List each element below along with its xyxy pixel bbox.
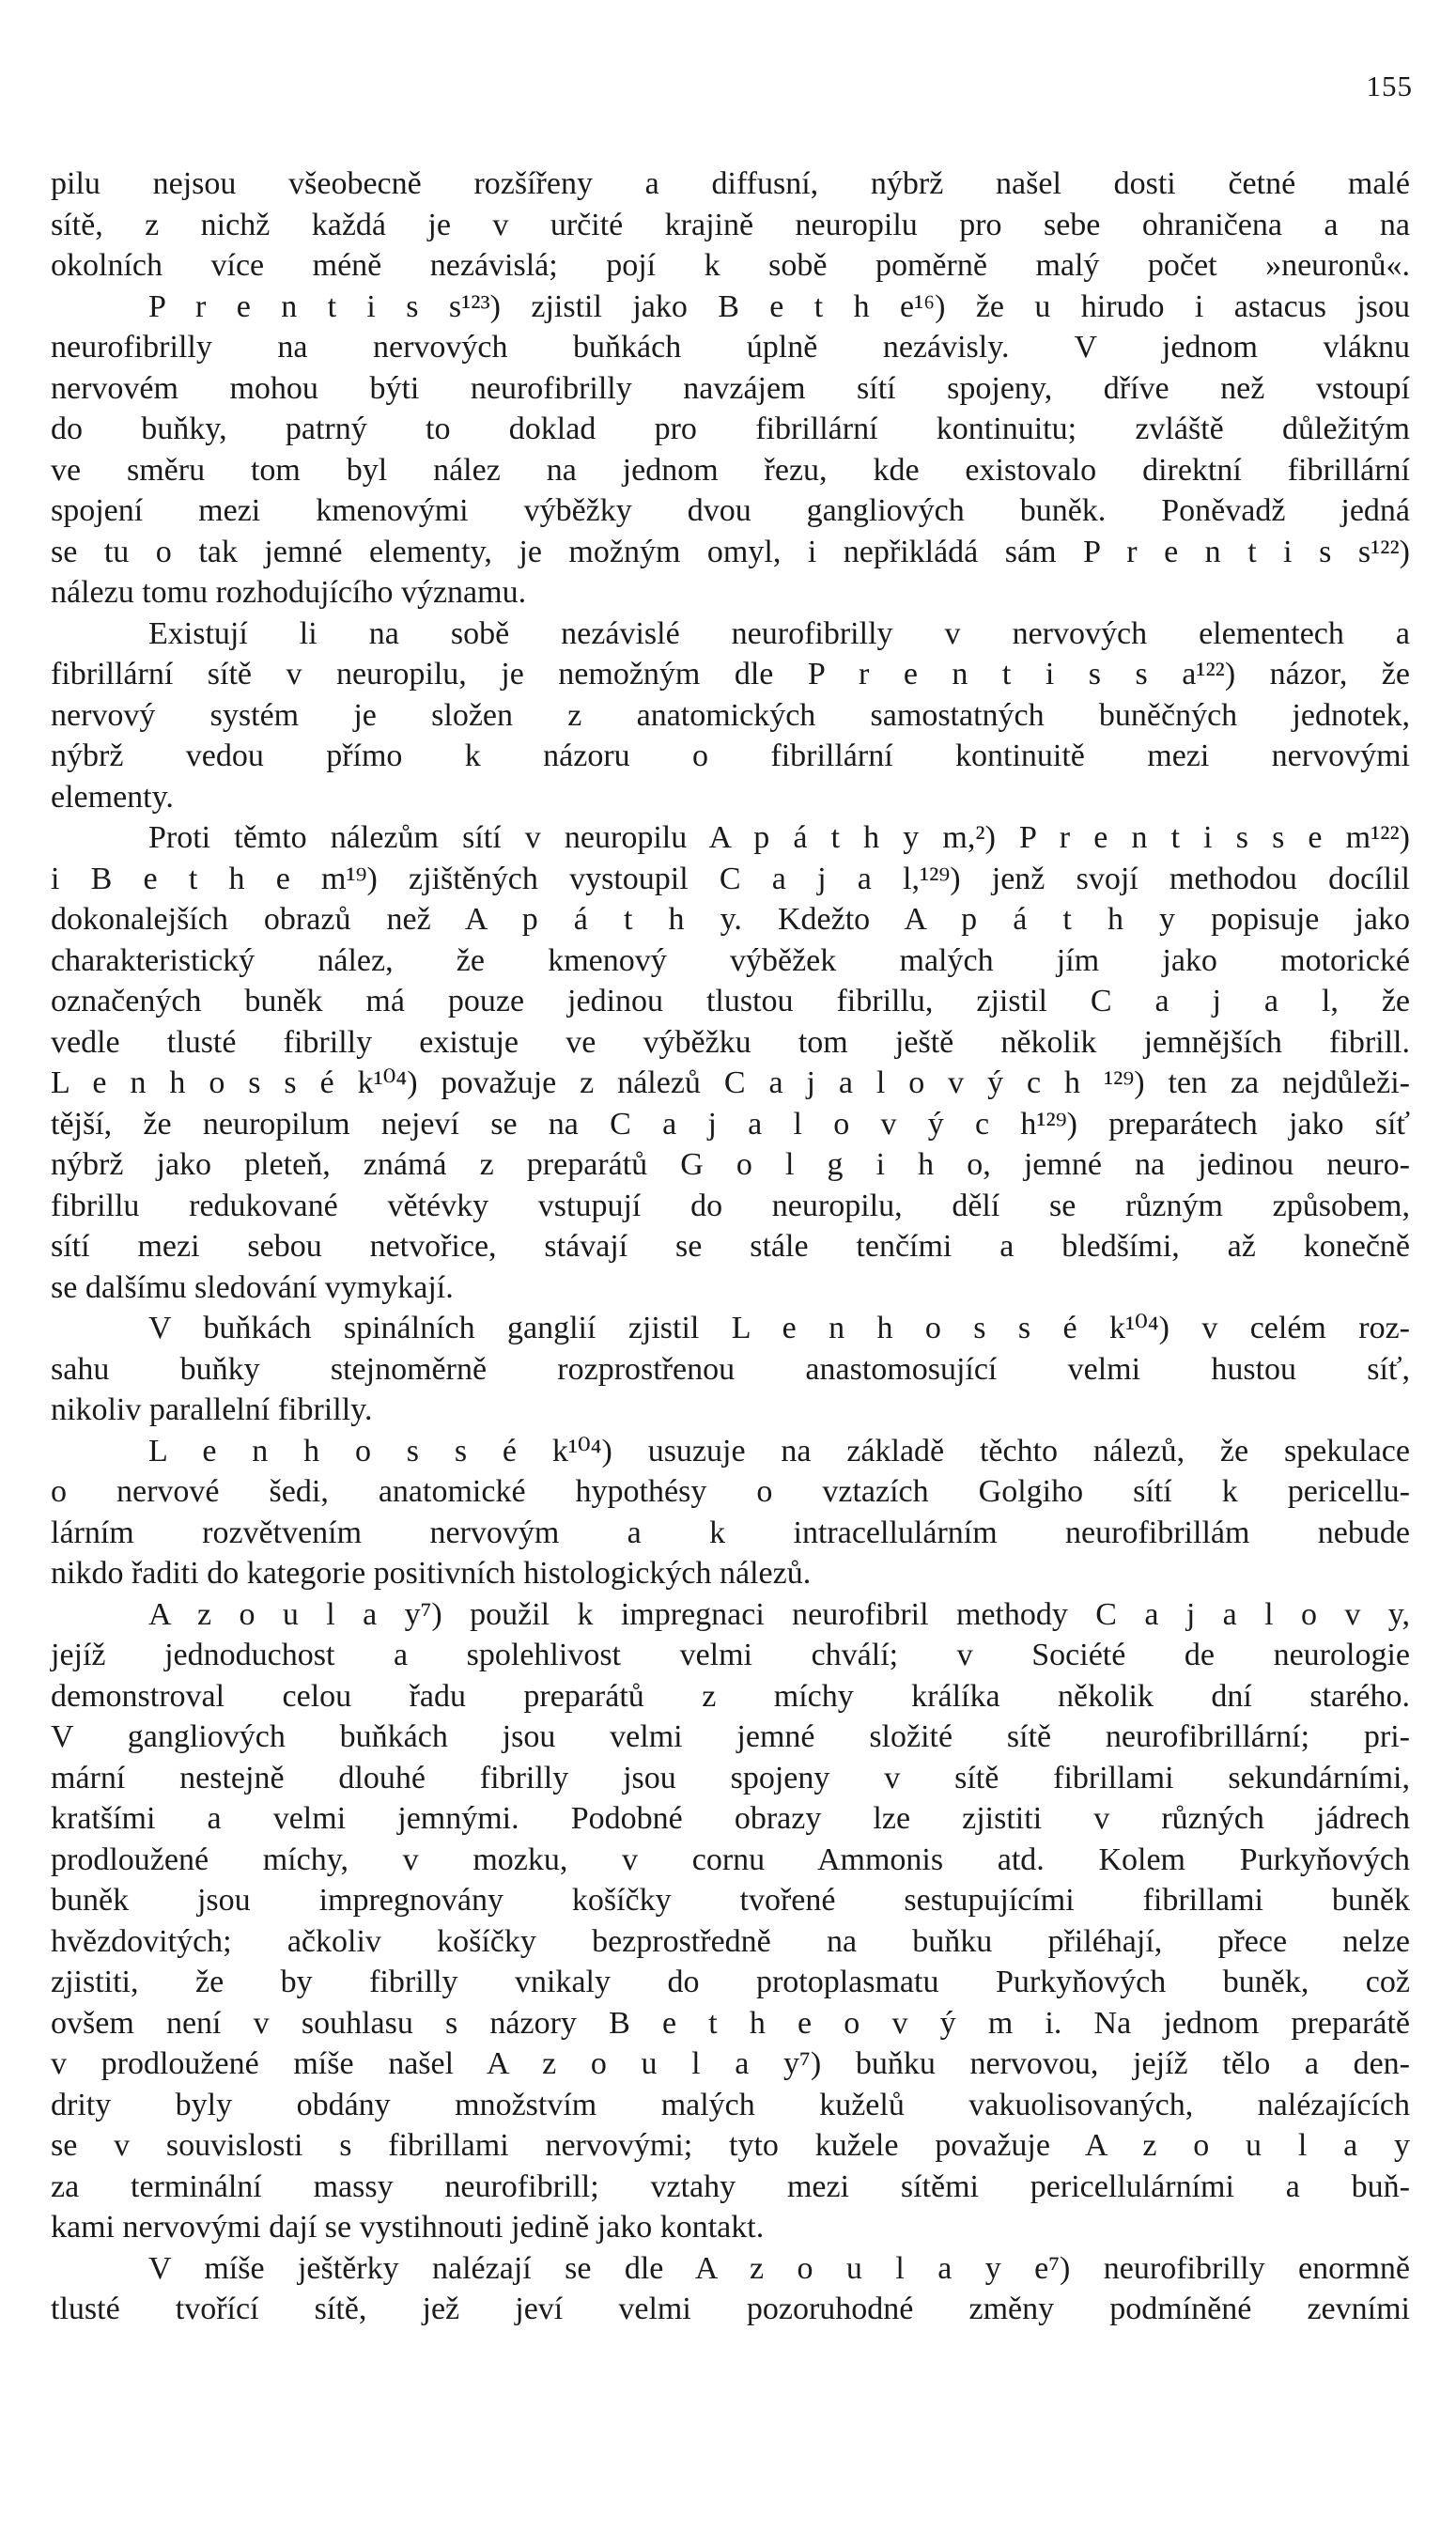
text-line: do buňky, patrný to doklad pro fibrillární kontinuitu; zvláště důležitým — [51, 412, 1410, 446]
text-line: nervový systém je složen z anatomických samostatných buněčných jednotek, — [51, 697, 1410, 733]
text-line: kratšími a velmi jemnými. Podobné obrazy lze zjistiti v různých jádrech — [51, 1801, 1410, 1836]
text-line: nervovém mohou býti neurofibrilly navzájem sítí spojeny, dříve než vstoupí — [51, 370, 1410, 406]
text-line: tější, že neuropilum nejeví se na C a j a l o v ý c h¹²⁹) preparátech jako síť — [51, 1106, 1410, 1142]
text-line: jejíž jednoduchost a spolehlivost velmi chválí; v Société de neurologie — [51, 1638, 1410, 1672]
text-line: nýbrž vedou přímo k názoru o fibrillární kontinuitě mezi nervovými — [51, 738, 1410, 773]
page-number: 155 — [1366, 70, 1413, 102]
text-line: V míše ještěrky nalézají se dle A z o u l a y e⁷) neurofibrilly enormně — [148, 2250, 1410, 2286]
text-line: fibrillární sítě v neuropilu, je nemožným dle P r e n t i s s a¹²²) názor, že — [51, 657, 1410, 692]
text-line: A z o u l a y⁷) použil k impregnaci neurofibril methody C a j a l o v y, — [148, 1596, 1410, 1632]
text-line: elementy. — [51, 779, 174, 815]
text-line: L e n h o s s é k¹⁰⁴) považuje z nálezů C a j a l o v ý c h ¹²⁹) ten za nejdůleži- — [51, 1065, 1410, 1100]
text-line: nikoliv parallelní fibrilly. — [51, 1392, 373, 1427]
text-line: ve směru tom byl nález na jednom řezu, kde existovalo direktní fibrillární — [51, 452, 1410, 488]
text-line: Proti těmto nálezům sítí v neuropilu A p á t h y m,²) P r e n t i s s e m¹²²) — [148, 820, 1410, 855]
text-line: se dalšímu sledování vymykají. — [51, 1269, 454, 1305]
text-line: v prodloužené míše našel A z o u l a y⁷) buňku nervovou, jejíž tělo a den- — [51, 2046, 1410, 2081]
text-line: mární nestejně dlouhé fibrilly jsou spojeny v sítě fibrillami sekundárními, — [51, 1760, 1410, 1795]
text-line: kami nervovými dají se vystihnouti jedině jako kontakt. — [51, 2210, 765, 2245]
text-line: vedle tlusté fibrilly existuje ve výběžku tom ještě několik jemnějších fibrill. — [51, 1024, 1410, 1060]
text-line: L e n h o s s é k¹⁰⁴) usuzuje na základě těchto nálezů, že spekulace — [148, 1433, 1410, 1469]
text-line: o nervové šedi, anatomické hypothésy o vztazích Golgiho sítí k pericellu- — [51, 1474, 1410, 1509]
text-line: nýbrž jako pleteň, známá z preparátů G o l g i h o, jemné na jedinou neuro- — [51, 1147, 1410, 1182]
text-line: tlusté tvořící sítě, jež jeví velmi pozoruhodné změny podmíněné zevními — [51, 2292, 1410, 2326]
text-line: V gangliových buňkách jsou velmi jemné složité sítě neurofibrillární; pri- — [51, 1719, 1410, 1754]
text-line: zjistiti, že by fibrilly vnikaly do protoplasmatu Purkyňových buněk, což — [51, 1965, 1410, 1999]
text-line: spojení mezi kmenovými výběžky dvou gangliových buněk. Poněvadž jedná — [51, 493, 1410, 528]
text-line: V buňkách spinálních ganglií zjistil L e n h o s s é k¹⁰⁴) v celém roz- — [148, 1311, 1410, 1345]
text-line: charakteristický nález, že kmenový výběžek malých jím jako motorické — [51, 942, 1410, 978]
text-line: nálezu tomu rozhodujícího významu. — [51, 575, 527, 610]
text-line: buněk jsou impregnovány košíčky tvořené sestupujícími fibrillami buněk — [51, 1883, 1410, 1918]
text-line: se v souvislosti s fibrillami nervovými; tyto kužele považuje A z o u l a y — [51, 2128, 1410, 2163]
text-line: P r e n t i s s¹²³) zjistil jako B e t h e¹⁶) že u hirudo i astacus jsou — [148, 288, 1410, 324]
text-line: Existují li na sobě nezávislé neurofibrilly v nervových elementech a — [148, 615, 1410, 651]
text-line: sítí mezi sebou netvořice, stávají se stále tenčími a bledšími, až konečně — [51, 1229, 1410, 1264]
text-line: drity byly obdány množstvím malých kuželů vakuolisovaných, nalézajících — [51, 2087, 1410, 2122]
text-line: nikdo řaditi do kategorie positivních histologických nálezů. — [51, 1556, 812, 1591]
text-line: za terminální massy neurofibrill; vztahy mezi sítěmi pericellulárními a buň- — [51, 2168, 1410, 2204]
text-line: prodloužené míchy, v mozku, v cornu Ammonis atd. Kolem Purkyňových — [51, 1841, 1410, 1877]
text-line: sahu buňky stejnoměrně rozprostřenou anastomosující velmi hustou síť, — [51, 1351, 1410, 1387]
body-text — [51, 163, 1410, 2330]
text-line: hvězdovitých; ačkoliv košíčky bezprostředně na buňku přiléhají, přece nelze — [51, 1923, 1410, 1959]
text-line: ovšem není v souhlasu s názory B e t h e o v ý m i. Na jednom preparátě — [51, 2005, 1410, 2041]
text-line: sítě, z nichž každá je v určité krajině neuropilu pro sebe ohraničena a na — [51, 207, 1410, 242]
text-line: fibrillu redukované větévky vstupují do neuropilu, dělí se různým způsobem, — [51, 1188, 1410, 1223]
text-line: lárním rozvětvením nervovým a k intracellulárním neurofibrillám nebude — [51, 1515, 1410, 1550]
text-line: pilu nejsou všeobecně rozšířeny a diffusní, nýbrž našel dosti četné malé — [51, 166, 1410, 201]
text-line: neurofibrilly na nervových buňkách úplně nezávisly. V jednom vláknu — [51, 330, 1410, 365]
text-line: demonstroval celou řadu preparátů z míchy králíka několik dní starého. — [51, 1678, 1410, 1714]
text-line: označených buněk má pouze jedinou tlustou fibrillu, zjistil C a j a l, že — [51, 984, 1410, 1018]
text-line: se tu o tak jemné elementy, je možným omyl, i nepřikládá sám P r e n t i s s¹²²) — [51, 534, 1410, 569]
text-line: okolních více méně nezávislá; pojí k sobě poměrně malý počet »neuronů«. — [51, 248, 1410, 283]
text-line: i B e t h e m¹⁹) zjištěných vystoupil C a j a l,¹²⁹) jenž svojí methodou docílil — [51, 861, 1410, 896]
text-line: dokonalejších obrazů než A p á t h y. Kdežto A p á t h y popisuje jako — [51, 902, 1410, 937]
